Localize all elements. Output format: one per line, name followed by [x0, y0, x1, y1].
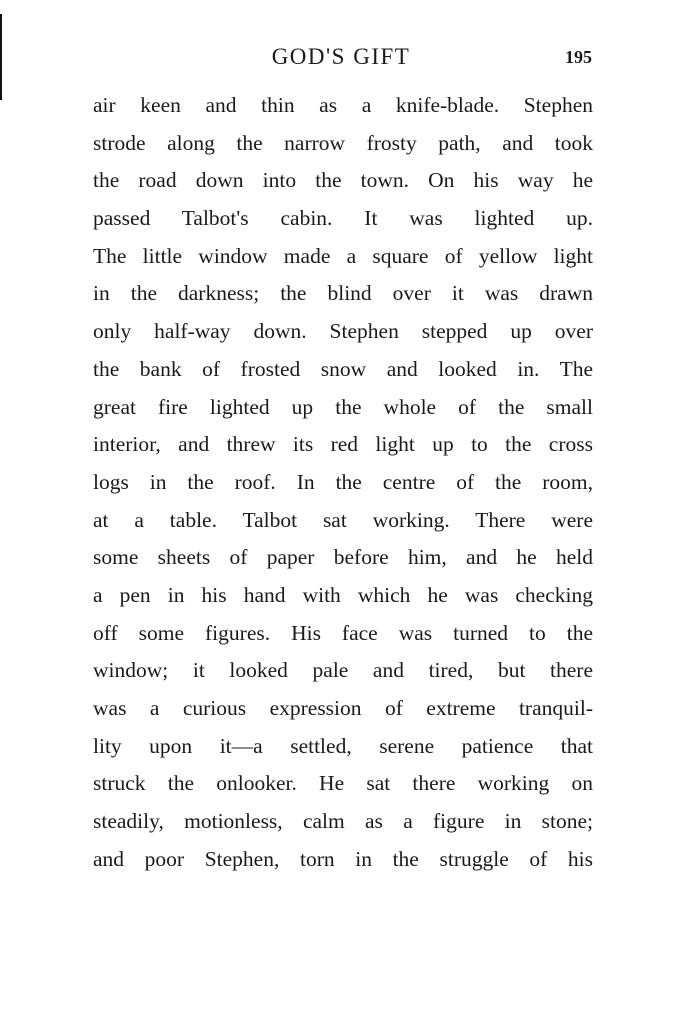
text-line: window; it looked pale and tired, but there: [93, 658, 593, 683]
text-line: the road down into the town. On his way he: [93, 168, 593, 193]
text-line: struck the onlooker. He sat there working on: [93, 771, 593, 796]
text-line: lity upon it—a settled, serene patience that: [93, 733, 593, 758]
text-line: in the darkness; the blind over it was drawn: [93, 281, 593, 306]
text-line: passed Talbot's cabin. It was lighted up.: [93, 206, 593, 231]
text-line: strode along the narrow frosty path, and took: [93, 130, 593, 155]
text-line: interior, and threw its red light up to the cross: [93, 432, 593, 457]
text-line: was a curious expression of extreme tranquil-: [93, 696, 593, 720]
text-line: air keen and thin as a knife-blade. Stephen: [93, 93, 593, 117]
running-title: GOD'S GIFT: [271, 44, 411, 69]
body-text: [93, 87, 593, 878]
text-line: the bank of frosted snow and looked in. The: [93, 356, 593, 381]
text-line: steadily, motionless, calm as a figure in stone;: [93, 809, 593, 834]
text-line: logs in the roof. In the centre of the room,: [93, 469, 593, 494]
text-line: some sheets of paper before him, and he held: [93, 545, 593, 570]
text-line: at a table. Talbot sat working. There were: [93, 507, 593, 532]
text-line: and poor Stephen, torn in the struggle of his: [93, 846, 593, 871]
text-line: only half-way down. Stephen stepped up over: [93, 319, 593, 344]
page-number: 195: [565, 47, 592, 67]
text-line: off some figures. His face was turned to the: [93, 620, 593, 645]
text-line: a pen in his hand with which he was checking: [93, 582, 593, 607]
text-line: great fire lighted up the whole of the small: [93, 394, 593, 419]
running-head: [0, 40, 682, 74]
text-line: The little window made a square of yellow light: [93, 243, 593, 268]
